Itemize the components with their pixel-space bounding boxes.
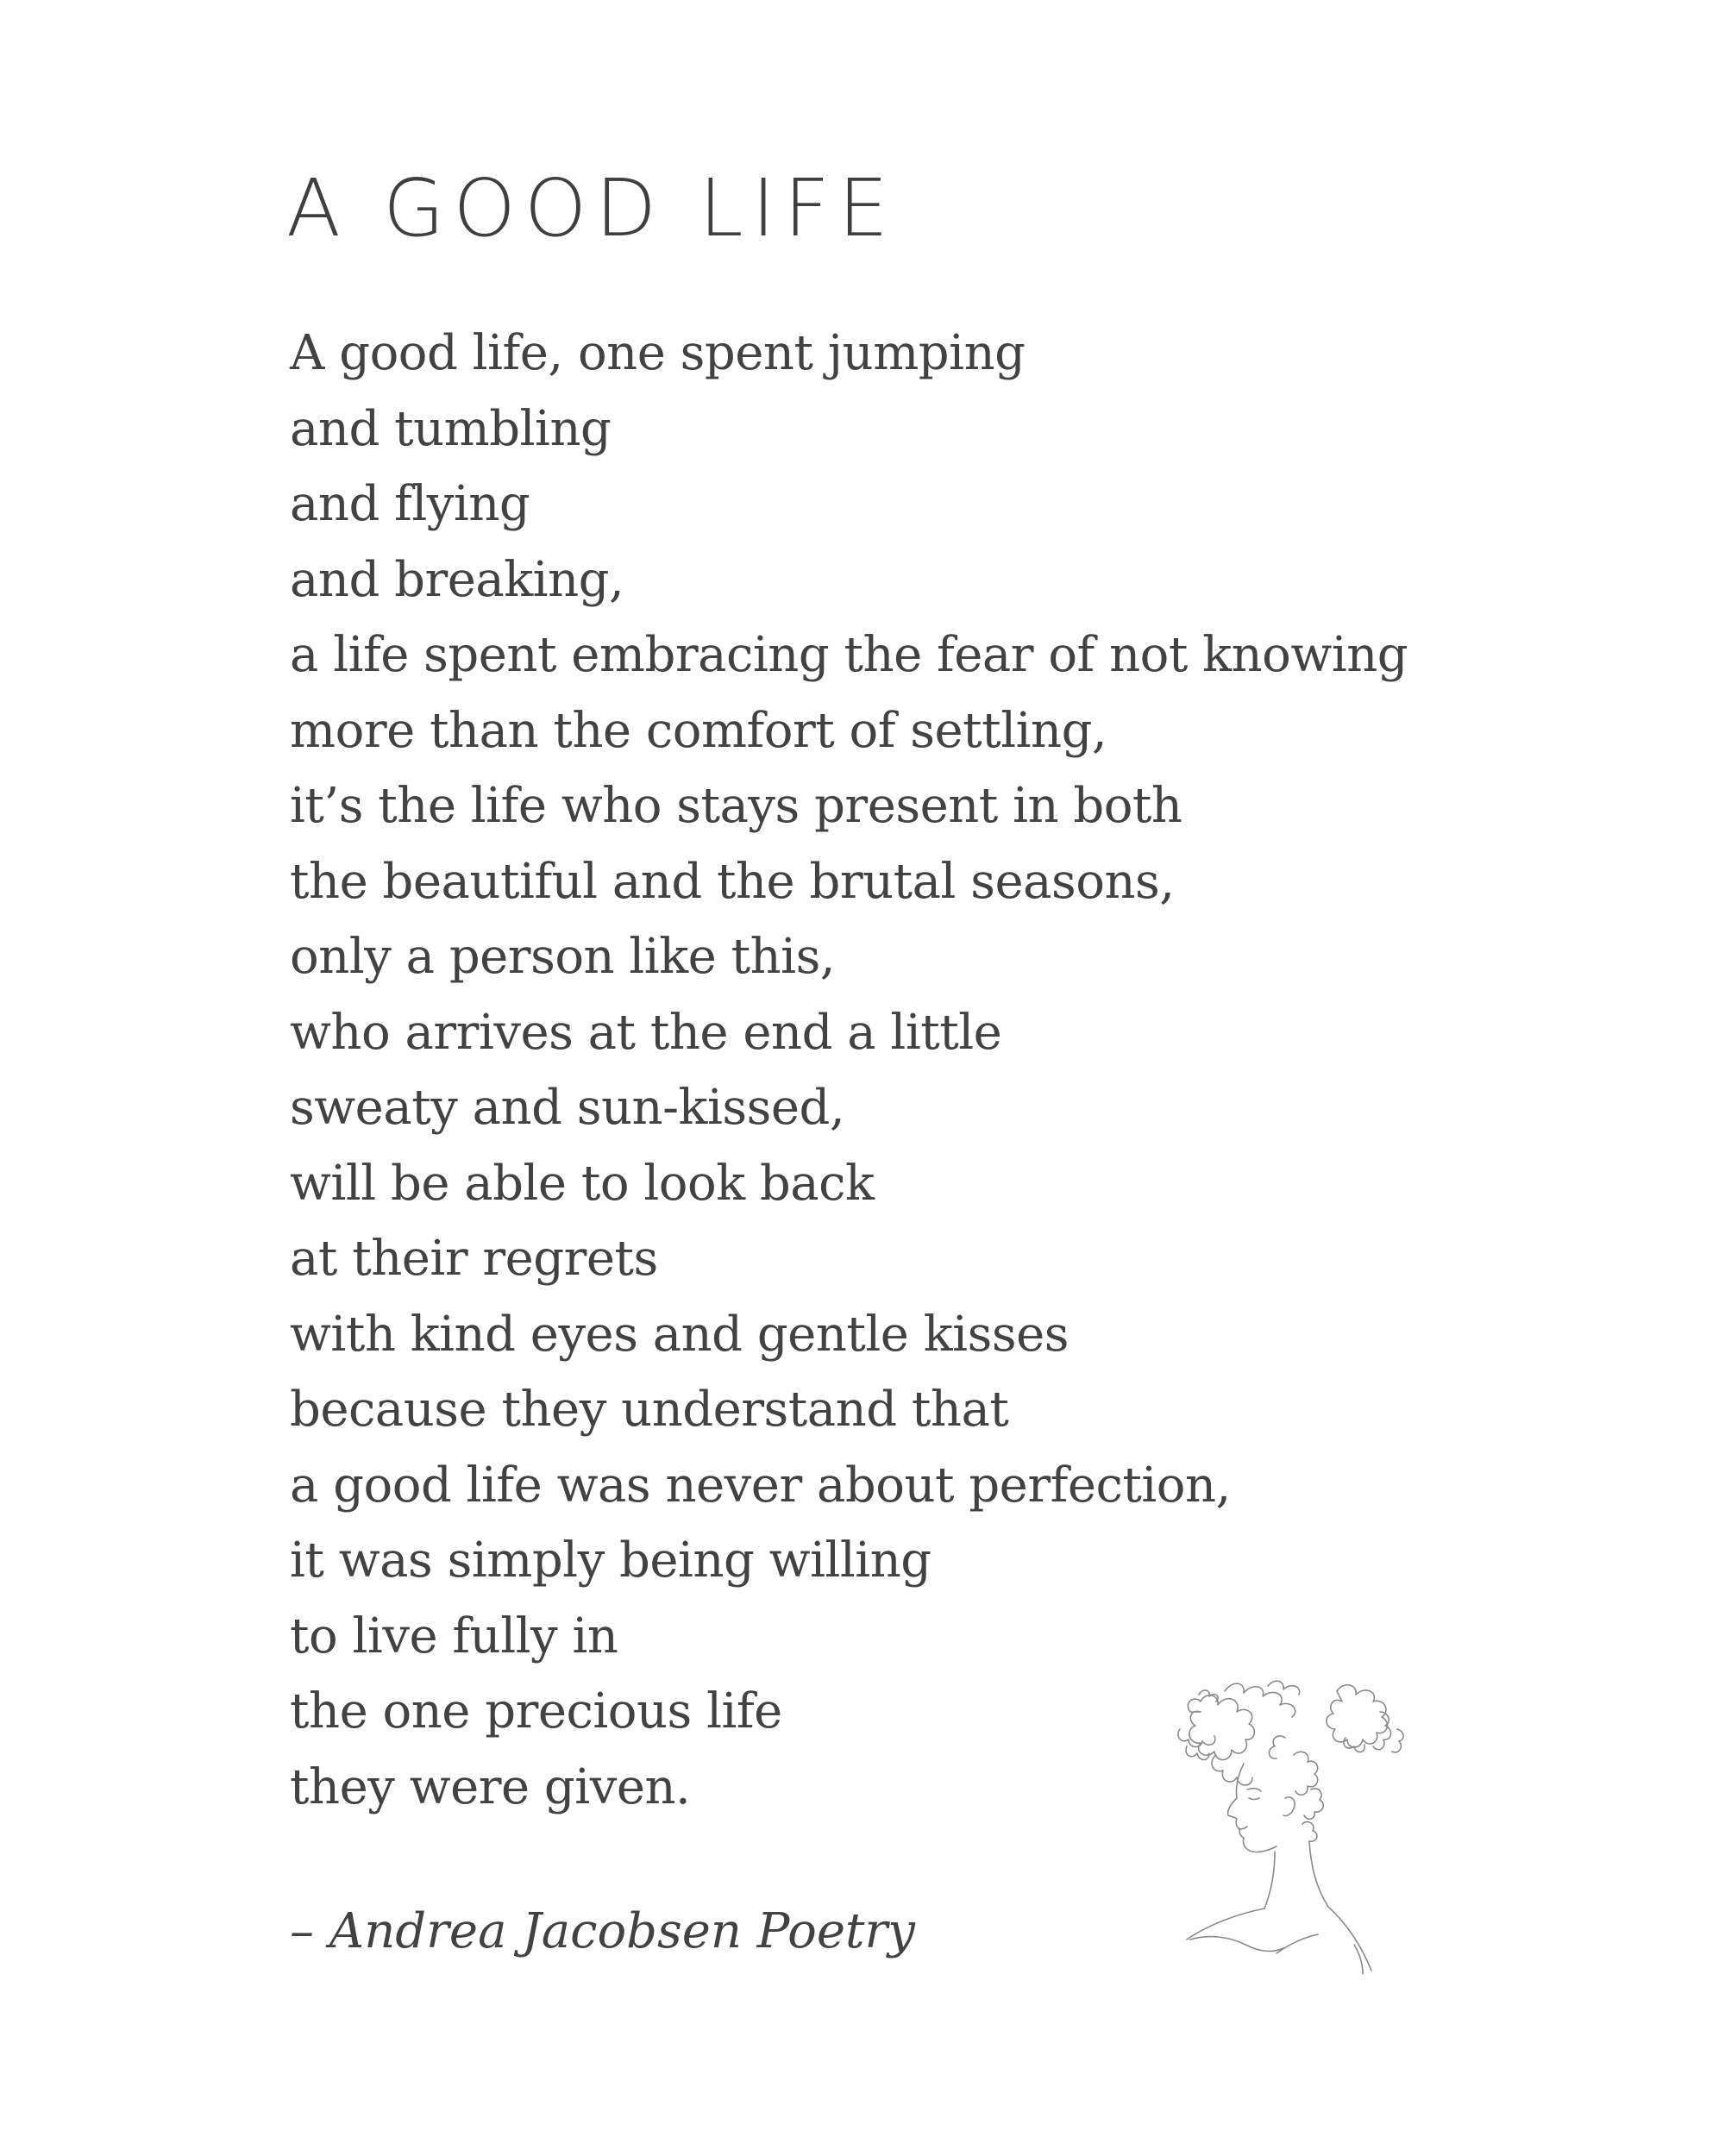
poem-line: sweaty and sun-kissed, (290, 1080, 845, 1136)
poem-line: more than the comfort of settling, (290, 702, 1107, 759)
poem-line: they were given. (290, 1758, 691, 1815)
poem-line: a good life was never about perfection, (290, 1457, 1231, 1514)
poem-title: A GOOD LIFE (286, 162, 897, 254)
poem-line: to live fully in (290, 1608, 618, 1664)
poem-line: the beautiful and the brutal seasons, (290, 853, 1175, 910)
poem-line: a life spent embracing the fear of not knowing (290, 627, 1408, 683)
poem-line: and tumbling (290, 400, 612, 457)
poem-line: at their regrets (290, 1231, 658, 1287)
poem-line: only a person like this, (290, 929, 836, 985)
author-signature: – Andrea Jacobsen Poetry (290, 1903, 915, 1959)
poem-line: the one precious life (290, 1683, 782, 1739)
poem-line: it’s the life who stays present in both (290, 778, 1182, 834)
poem-line: with kind eyes and gentle kisses (290, 1306, 1069, 1363)
poem-line: A good life, one spent jumping (290, 325, 1026, 381)
poem-line: and breaking, (290, 551, 624, 608)
line-art-portrait-icon (1164, 1660, 1509, 2005)
poem-line: it was simply being willing (290, 1532, 932, 1589)
poem-body (290, 316, 1408, 1825)
poem-line: and flying (290, 476, 530, 532)
poem-line: who arrives at the end a little (290, 1004, 1002, 1061)
poem-line: because they understand that (290, 1382, 1009, 1438)
poem-line: will be able to look back (290, 1155, 875, 1212)
